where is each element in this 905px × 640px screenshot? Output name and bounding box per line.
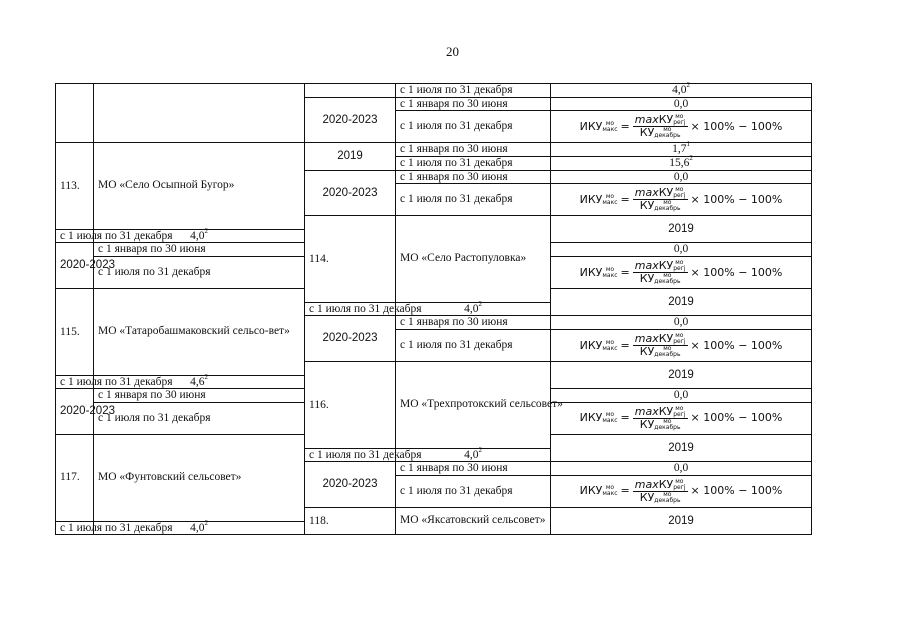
value-cell: 0,0 — [551, 462, 812, 476]
period-cell: с 1 июля по 31 декабря — [396, 184, 551, 216]
number-cell: 113. — [56, 143, 94, 230]
formula-cell — [551, 475, 812, 507]
formula-numerator: maxКУ мо регj — [634, 113, 686, 127]
year-cell: 2020-2023 — [56, 389, 94, 435]
formula-denominator: КУ мо декабрь — [639, 272, 681, 286]
formula-denominator: КУ мо декабрь — [639, 199, 681, 213]
year-cell: 2019 — [305, 143, 396, 170]
name-cell — [94, 84, 305, 143]
formula-cell — [551, 257, 812, 289]
period-cell: с 1 июля по 31 декабря — [305, 302, 396, 316]
formula-lhs: ИКУ мо макс — [579, 265, 618, 279]
year-cell: 2019 — [551, 507, 812, 534]
formula-equals: = — [620, 265, 630, 279]
footnote-mark: 2 — [204, 518, 208, 527]
formula-equals: = — [620, 192, 630, 206]
value-cell: 0,0 — [551, 97, 812, 111]
formula-equals: = — [620, 484, 630, 498]
formula-numerator: maxКУ мо регj — [634, 332, 686, 346]
year-cell: 2019 — [551, 434, 812, 461]
value-cell: 0,0 — [551, 170, 812, 184]
formula-fraction — [633, 479, 688, 504]
footnote-mark: 2 — [478, 445, 482, 454]
year-cell: 2019 — [551, 216, 812, 243]
year-cell: 2020-2023 — [56, 243, 94, 289]
formula-cell — [551, 111, 812, 143]
period-cell: с 1 июля по 31 декабря — [396, 475, 551, 507]
period-cell: с 1 июля по 31 декабря — [396, 156, 551, 170]
period-cell: с 1 января по 30 июня — [94, 389, 305, 403]
table-row — [56, 84, 812, 98]
period-cell: с 1 июля по 31 декабря — [396, 111, 551, 143]
tariff-table — [55, 83, 812, 535]
formula — [580, 406, 783, 431]
name-cell: МО «Трехпротокский сельсовет» — [396, 362, 551, 449]
formula-denominator: КУ мо декабрь — [639, 345, 681, 359]
period-cell: с 1 июля по 31 декабря — [396, 330, 551, 362]
footnote-mark: 2 — [204, 227, 208, 236]
value-cell: $4,0^2$ — [551, 84, 812, 98]
formula-denominator: КУ мо декабрь — [639, 417, 681, 431]
number-cell: 118. — [305, 507, 396, 534]
formula-numerator: maxКУ мо регj — [634, 259, 686, 273]
formula-tail: × 100% − 100% — [690, 484, 783, 498]
footnote-mark: 2 — [478, 299, 482, 308]
formula-numerator: maxКУ мо регj — [634, 477, 686, 491]
name-cell: МО «Татаробашмаковский сельсо-вет» — [94, 289, 305, 376]
table-row — [56, 143, 812, 157]
formula-fraction — [633, 114, 688, 139]
formula-cell — [551, 184, 812, 216]
formula-fraction — [633, 406, 688, 431]
name-cell: МО «Фунтовский сельсовет» — [94, 434, 305, 521]
year-cell: 2020-2023 — [305, 462, 396, 508]
footnote-mark: 2 — [686, 81, 690, 90]
period-cell: с 1 июля по 31 декабря — [56, 229, 94, 243]
footnote-mark: 1 — [686, 140, 690, 149]
value-cell: 15,6$^2$ — [551, 156, 812, 170]
value-cell: 0,0 — [551, 389, 812, 403]
formula-denominator: КУ мо декабрь — [639, 126, 681, 140]
name-cell: МО «Яксатовский сельсовет» — [396, 507, 551, 534]
formula-lhs: ИКУ мо макс — [579, 192, 618, 206]
formula-tail: × 100% − 100% — [690, 192, 783, 206]
formula — [580, 333, 783, 358]
formula-numerator: maxКУ мо регj — [634, 404, 686, 418]
number-cell: 115. — [56, 289, 94, 376]
value-cell: $4,6^2$ — [94, 375, 305, 389]
name-cell: МО «Село Растопуловка» — [396, 216, 551, 303]
value-cell: 0,0 — [551, 316, 812, 330]
formula-fraction — [633, 333, 688, 358]
value-cell: $4,0^2$ — [396, 448, 551, 462]
name-cell: МО «Село Осыпной Бугор» — [94, 143, 305, 230]
period-cell: с 1 января по 30 июня — [396, 462, 551, 476]
formula-equals: = — [620, 119, 630, 133]
formula-cell — [551, 402, 812, 434]
period-cell: с 1 июля по 31 декабря — [305, 448, 396, 462]
period-cell: с 1 января по 30 июня — [396, 170, 551, 184]
period-cell: с 1 января по 30 июня — [396, 97, 551, 111]
value-cell: $1,7^1$ — [551, 143, 812, 157]
formula-lhs: ИКУ мо макс — [579, 411, 618, 425]
formula-fraction — [633, 187, 688, 212]
formula — [580, 479, 783, 504]
year-cell — [305, 84, 396, 98]
year-cell: 2019 — [551, 362, 812, 389]
formula-denominator: КУ мо декабрь — [639, 490, 681, 504]
number-cell: 114. — [305, 216, 396, 303]
formula-tail: × 100% − 100% — [690, 119, 783, 133]
formula-cell — [551, 330, 812, 362]
page-number: 20 — [446, 44, 459, 59]
period-cell: с 1 июля по 31 декабря — [94, 257, 305, 289]
formula — [580, 114, 783, 139]
formula-numerator: maxКУ мо регj — [634, 186, 686, 200]
period-cell: с 1 января по 30 июня — [396, 316, 551, 330]
formula — [580, 187, 783, 212]
footnote-mark: 2 — [689, 154, 693, 163]
year-cell: 2020-2023 — [305, 97, 396, 143]
period-cell: с 1 июля по 31 декабря — [396, 84, 551, 98]
formula-lhs: ИКУ мо макс — [579, 484, 618, 498]
formula — [580, 260, 783, 285]
formula-tail: × 100% − 100% — [690, 265, 783, 279]
value-cell: $4,0^2$ — [94, 229, 305, 243]
period-cell: с 1 января по 30 июня — [396, 143, 551, 157]
year-cell: 2019 — [551, 289, 812, 316]
formula-fraction — [633, 260, 688, 285]
formula-equals: = — [620, 338, 630, 352]
footnote-mark: 2 — [204, 372, 208, 381]
formula-tail: × 100% − 100% — [690, 411, 783, 425]
period-cell: с 1 июля по 31 декабря — [56, 375, 94, 389]
formula-lhs: ИКУ мо макс — [579, 338, 618, 352]
number-cell: 116. — [305, 362, 396, 449]
number-cell: 117. — [56, 434, 94, 521]
year-cell: 2020-2023 — [305, 170, 396, 216]
period-cell: с 1 января по 30 июня — [94, 243, 305, 257]
year-cell: 2020-2023 — [305, 316, 396, 362]
value-cell: $4,0^2$ — [396, 302, 551, 316]
value-cell: $4,0^2$ — [94, 521, 305, 535]
period-cell: с 1 июля по 31 декабря — [94, 402, 305, 434]
number-cell — [56, 84, 94, 143]
formula-lhs: ИКУ мо макс — [579, 119, 618, 133]
period-cell: с 1 июля по 31 декабря — [56, 521, 94, 535]
value-cell: 0,0 — [551, 243, 812, 257]
formula-tail: × 100% − 100% — [690, 338, 783, 352]
formula-equals: = — [620, 411, 630, 425]
